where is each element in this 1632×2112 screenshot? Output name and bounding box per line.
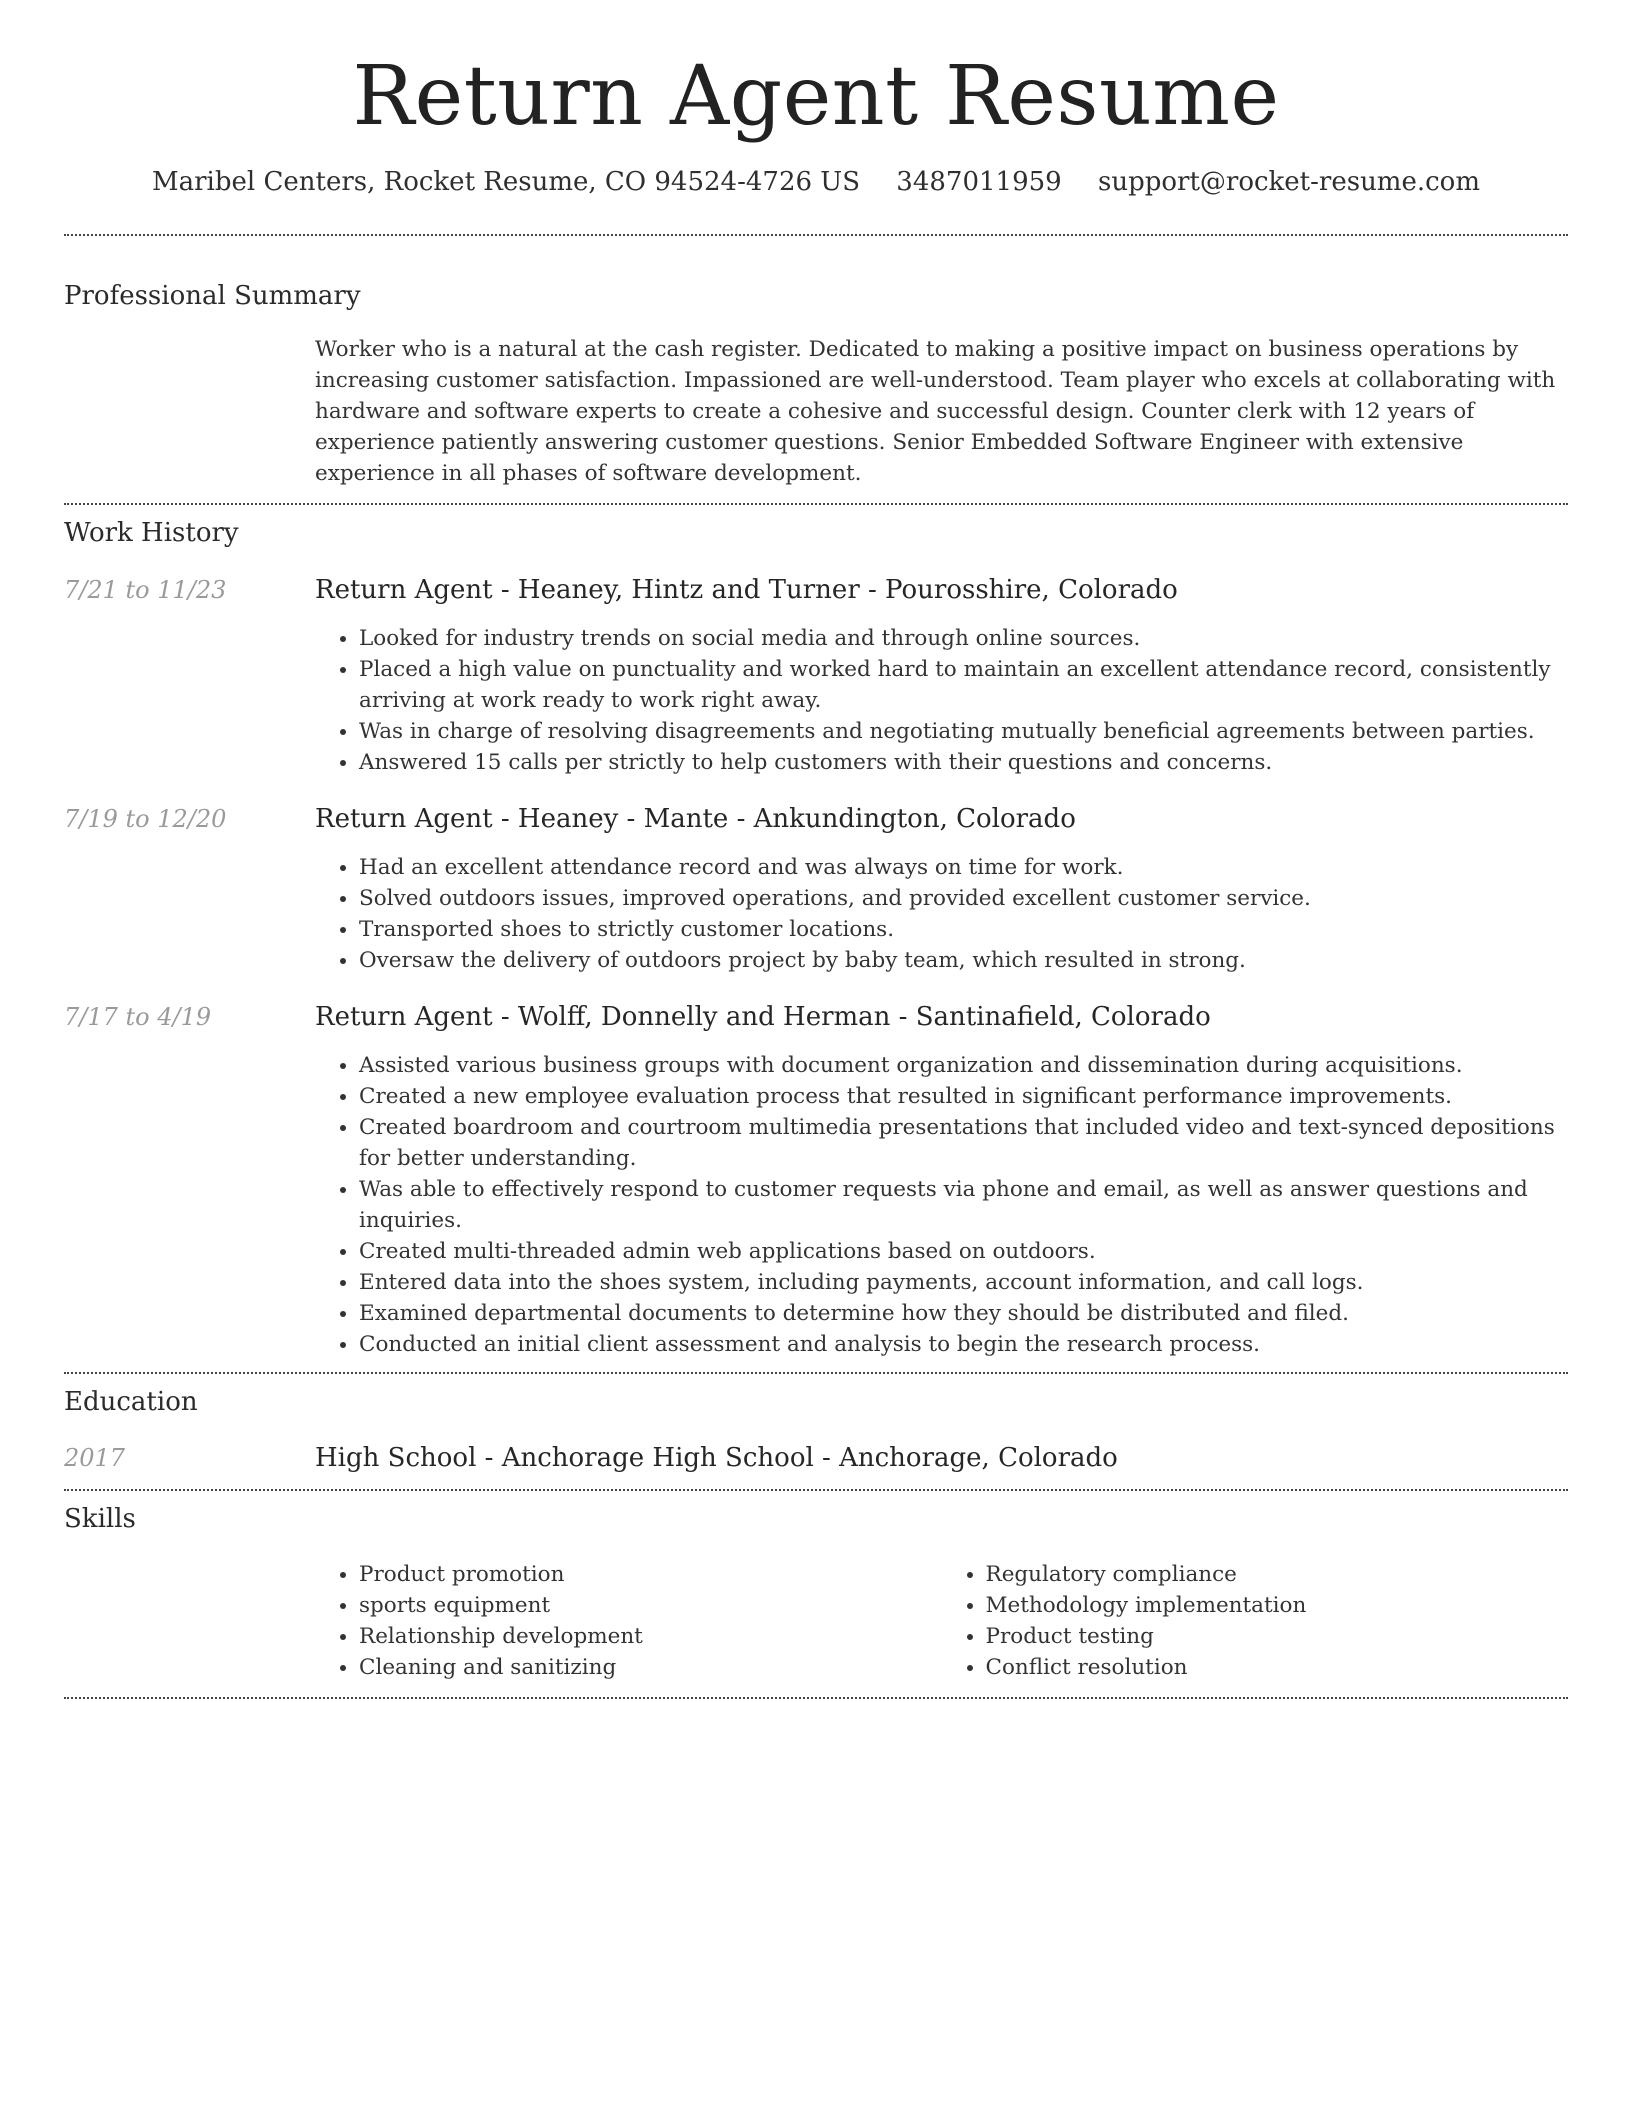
resume-header — [64, 0, 1568, 200]
job-body — [315, 1002, 1568, 1360]
job-bullet: • Transported shoes to strictly customer locations. — [359, 914, 1568, 945]
contact-address: Maribel Centers, Rocket Resume, CO 94524-4726 US — [152, 167, 861, 198]
education-title: High School - Anchorage High School - Anchorage, Colorado — [315, 1443, 1118, 1474]
skill-item: • Methodology implementation — [986, 1590, 1569, 1621]
job-bullet: • Created a new employee evaluation process that resulted in significant performance improvements. — [359, 1081, 1568, 1112]
job-bullet: • Placed a high value on punctuality and worked hard to maintain an excellent attendance record, consistently arriving at work ready to work right away. — [359, 654, 1568, 716]
skills-section — [64, 1491, 1568, 1697]
skills-grid — [315, 1559, 1568, 1683]
job-bullet: • Solved outdoors issues, improved operations, and provided excellent customer service. — [359, 883, 1568, 914]
skill-item: • Product testing — [986, 1621, 1569, 1652]
skills-list — [315, 1559, 942, 1683]
job-bullet: • Answered 15 calls per strictly to help customers with their questions and concerns. — [359, 747, 1568, 778]
job-bullet: • Entered data into the shoes system, including payments, account information, and call logs. — [359, 1267, 1568, 1298]
summary-section — [64, 236, 1568, 503]
skills-column-right — [942, 1559, 1569, 1683]
skill-item: • Cleaning and sanitizing — [359, 1652, 942, 1683]
job-bullet: • Looked for industry trends on social media and through online sources. — [359, 623, 1568, 654]
job-bullets — [315, 852, 1568, 976]
job-body — [315, 575, 1568, 778]
section-title-summary: Professional Summary — [64, 280, 361, 311]
job-date: 7/17 to 4/19 — [64, 1002, 212, 1031]
divider — [64, 1697, 1568, 1699]
contact-email: support@rocket-resume.com — [1097, 167, 1480, 198]
skill-item: • Conflict resolution — [986, 1652, 1569, 1683]
job-date: 7/21 to 11/23 — [64, 575, 227, 604]
job-bullet: • Had an excellent attendance record and was always on time for work. — [359, 852, 1568, 883]
job-title: Return Agent - Heaney - Mante - Ankundington, Colorado — [315, 803, 1076, 834]
summary-text: Worker who is a natural at the cash register. Dedicated to making a positive impact on business operations by increasing customer satisfaction. Impassioned are well-understood. Team player who excels at collaborating with hardware and software experts to create a cohesive and successful design. Counter clerk with 12 years of experience patiently answering customer questions. Senior Embedded Software Engineer with extensive experience in all phases of software development. — [315, 336, 1556, 486]
work-history-section — [64, 505, 1568, 1372]
job-bullet: • Created boardroom and courtroom multimedia presentations that included video and text-synced depositions for better understanding. — [359, 1112, 1568, 1174]
job-bullet: • Oversaw the delivery of outdoors project by baby team, which resulted in strong. — [359, 945, 1568, 976]
skill-item: • Regulatory compliance — [986, 1559, 1569, 1590]
job-date: 7/19 to 12/20 — [64, 804, 227, 833]
job-bullet: • Was able to effectively respond to customer requests via phone and email, as well as answer questions and inquiries. — [359, 1174, 1568, 1236]
job-bullet: • Assisted various business groups with document organization and dissemination during acquisitions. — [359, 1050, 1568, 1081]
contact-line — [64, 166, 1568, 200]
education-section — [64, 1374, 1568, 1490]
section-title-work-history: Work History — [64, 517, 239, 548]
section-title-skills: Skills — [64, 1504, 136, 1535]
job-bullets — [315, 623, 1568, 778]
skill-item: • Product promotion — [359, 1559, 942, 1590]
section-title-education: Education — [64, 1386, 198, 1417]
education-date: 2017 — [64, 1444, 126, 1473]
education-entry — [64, 1443, 1568, 1473]
contact-phone: 3487011959 — [896, 167, 1062, 198]
job-body — [315, 804, 1568, 976]
skill-item: • Relationship development — [359, 1621, 942, 1652]
job-title: Return Agent - Heaney, Hintz and Turner - Pourosshire, Colorado — [315, 574, 1178, 605]
job-entry — [64, 804, 1568, 976]
skills-list — [942, 1559, 1569, 1683]
job-entry — [64, 1002, 1568, 1360]
job-entry — [64, 575, 1568, 778]
resume-title: Return Agent Resume — [352, 49, 1280, 144]
skills-column-left — [315, 1559, 942, 1683]
job-bullet: • Examined departmental documents to determine how they should be distributed and filed. — [359, 1298, 1568, 1329]
job-bullet: • Was in charge of resolving disagreements and negotiating mutually beneficial agreements between parties. — [359, 716, 1568, 747]
job-bullets — [315, 1050, 1568, 1360]
job-bullet: • Created multi-threaded admin web applications based on outdoors. — [359, 1236, 1568, 1267]
skill-item: • sports equipment — [359, 1590, 942, 1621]
job-bullet: • Conducted an initial client assessment and analysis to begin the research process. — [359, 1329, 1568, 1360]
job-title: Return Agent - Wolff, Donnelly and Herman - Santinafield, Colorado — [315, 1001, 1211, 1032]
